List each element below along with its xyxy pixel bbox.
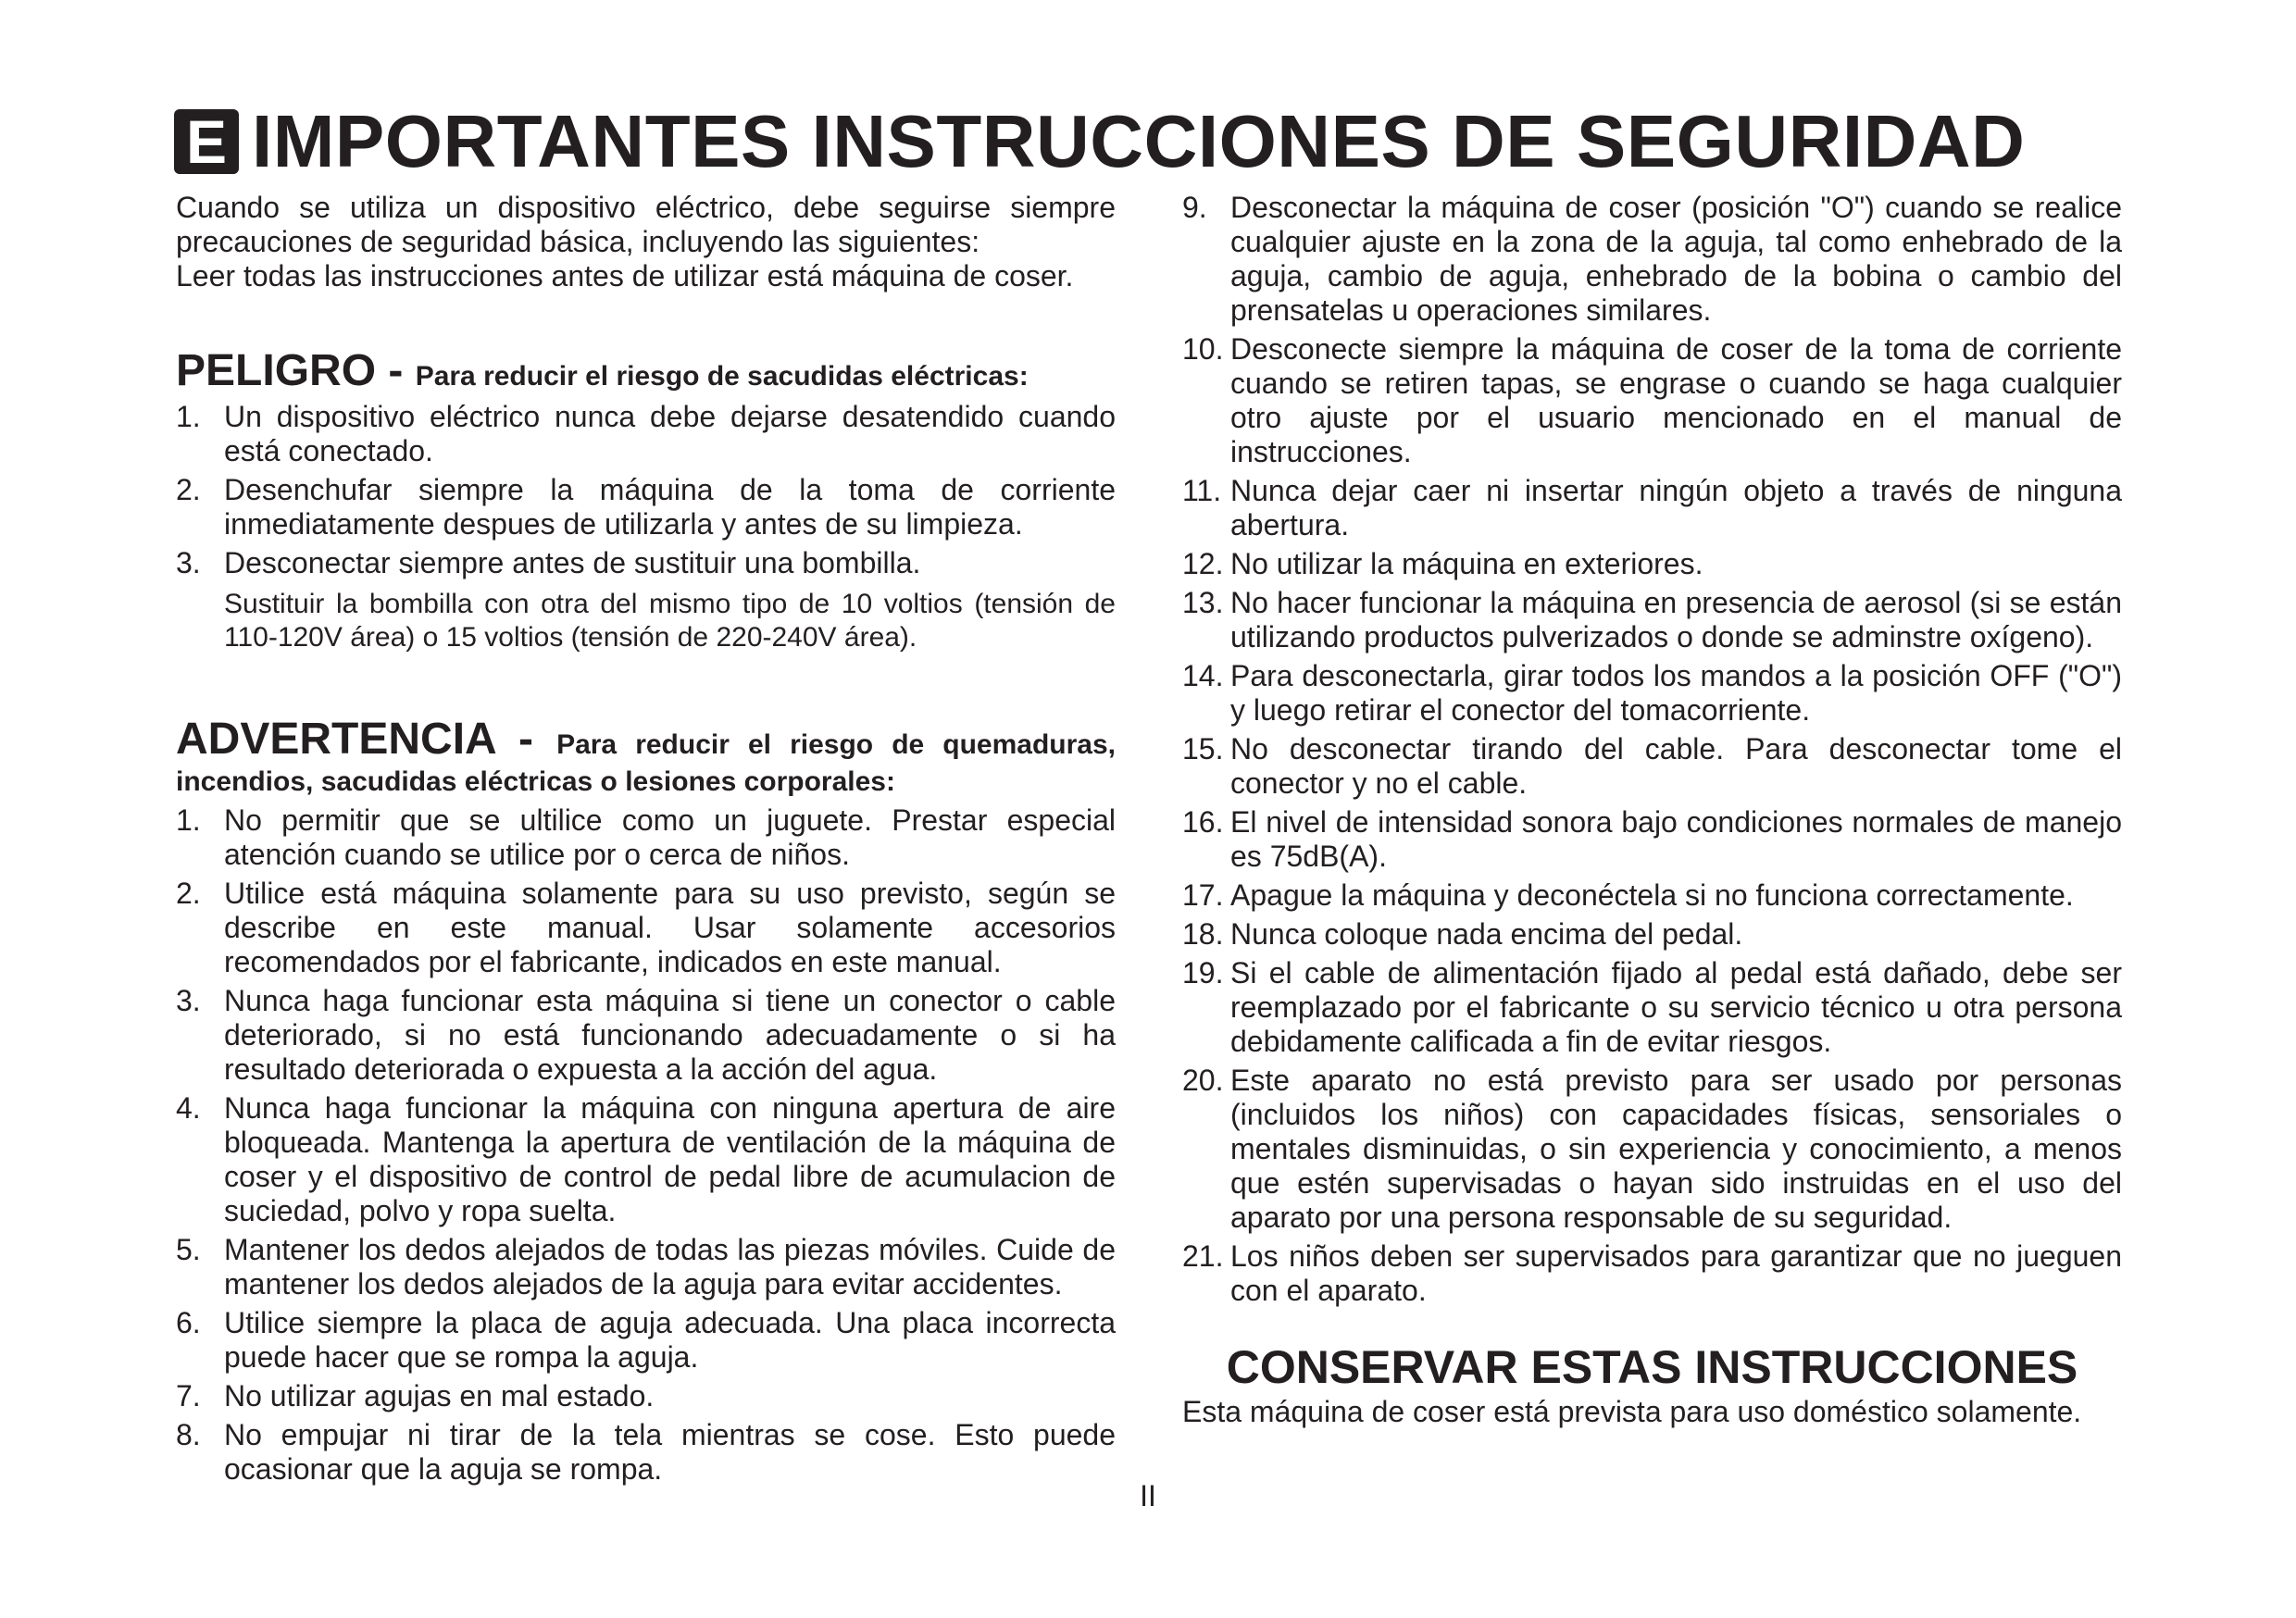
- item-number: 2.: [176, 877, 201, 910]
- list-item: [176, 803, 1116, 872]
- item-number: 21.: [1182, 1239, 1224, 1273]
- intro-line-3: Leer todas las instrucciones antes de utilizar está máquina de coser.: [176, 259, 1074, 292]
- item-number: 3.: [176, 984, 201, 1017]
- advertencia-heading: [176, 716, 1116, 799]
- list-item: [176, 1379, 1116, 1413]
- item-number: 20.: [1182, 1064, 1224, 1097]
- item-number: 7.: [176, 1379, 201, 1413]
- page-title: IMPORTANTES INSTRUCCIONES DE SEGURIDAD: [252, 100, 2026, 182]
- item-number: 17.: [1182, 878, 1224, 912]
- item-text: Nunca dejar caer ni insertar ningún objeto a través de ninguna abertura.: [1230, 474, 2122, 541]
- item-number: 2.: [176, 473, 201, 506]
- list-item: [1182, 1064, 2122, 1235]
- item-text: No utilizar la máquina en exteriores.: [1230, 547, 1703, 580]
- domestic-use-note: Esta máquina de coser está prevista para uso doméstico solamente.: [1182, 1395, 2082, 1428]
- list-item: [1182, 917, 2122, 952]
- intro-paragraph: [176, 191, 1116, 259]
- advertencia-title: ADVERTENCIA -: [176, 715, 557, 764]
- item-text: No desconectar tirando del cable. Para desconectar tome el conector y no el cable.: [1230, 732, 2122, 800]
- item-text: Desenchufar siempre la máquina de la toma de corriente inmediatamente despues de utilizarla y antes de su limpieza.: [224, 473, 1116, 541]
- list-item: [1182, 878, 2122, 913]
- item-text: Los niños deben ser supervisados para garantizar que no jueguen con el aparato.: [1230, 1239, 2122, 1307]
- advertencia-list-right: [1182, 191, 2122, 1308]
- item-number: 15.: [1182, 732, 1224, 765]
- item-number: 11.: [1182, 474, 1222, 507]
- item-text: Desconecte siempre la máquina de coser de la toma de corriente cuando se retiren tapas, se engrase o cuando se haga cualquier otro ajuste por el usuario mencionado en el manual de instrucciones.: [1230, 332, 2122, 468]
- list-item: [176, 546, 1116, 580]
- list-item: [1182, 547, 2122, 581]
- item-number: 5.: [176, 1233, 201, 1266]
- item-number: 18.: [1182, 917, 1224, 951]
- item-text: Desconectar siempre antes de sustituir una bombilla.: [224, 546, 921, 579]
- peligro-heading: [176, 347, 1116, 395]
- item-text: No permitir que se ultilice como un juguete. Prestar especial atención cuando se utilice por o cerca de niños.: [224, 803, 1116, 871]
- item-text: Desconectar la máquina de coser (posición "O") cuando se realice cualquier ajuste en la zona de la aguja, tal como enhebrado de la aguja, cambio de aguja, enhebrado de la bobina o cambio del prensatelas u operaciones similares.: [1230, 191, 2122, 327]
- intro-line-2: precauciones de seguridad básica, incluyendo las siguientes:: [176, 225, 980, 258]
- advertencia-list-left: [176, 803, 1116, 1487]
- item-number: 9.: [1182, 191, 1207, 224]
- item-number: 13.: [1182, 586, 1224, 619]
- list-item: [1182, 732, 2122, 801]
- item-number: 3.: [176, 546, 201, 579]
- item-number: 16.: [1182, 805, 1224, 839]
- list-item: [1182, 659, 2122, 728]
- item-number: 1.: [176, 803, 201, 837]
- item-text: Mantener los dedos alejados de todas las piezas móviles. Cuide de mantener los dedos alejados de la aguja para evitar accidentes.: [224, 1233, 1116, 1301]
- item-number: 1.: [176, 400, 201, 433]
- advertencia-subtitle: Para reducir el riesgo de quemaduras, incendios, sacudidas eléctricas o lesiones corporales:: [176, 729, 1117, 797]
- right-column: [1182, 191, 2122, 1429]
- item-number: 12.: [1182, 547, 1224, 580]
- item-text: No empujar ni tirar de la tela mientras se cose. Esto puede ocasionar que la aguja se rompa.: [224, 1418, 1116, 1486]
- list-item: [176, 1233, 1116, 1301]
- peligro-subtitle: Para reducir el riesgo de sacudidas eléctricas:: [415, 361, 1029, 392]
- left-column: [176, 191, 1116, 1487]
- list-item: [1182, 332, 2122, 469]
- item-text: Apague la máquina y deconéctela si no funciona correctamente.: [1230, 878, 2074, 912]
- item-text: Este aparato no está previsto para ser usado por personas (incluidos los niños) con capacidades físicas, sensoriales o mentales disminuidas, o sin experiencia y conocimiento, a menos que estén supervisadas o hayan sido instruidas en el uso del aparato por una persona responsable de su seguridad.: [1230, 1064, 2122, 1234]
- list-item: [176, 984, 1116, 1087]
- list-item: [1182, 191, 2122, 328]
- item-number: 8.: [176, 1418, 201, 1451]
- list-item: [176, 1091, 1116, 1228]
- item-number: 14.: [1182, 659, 1224, 692]
- item-text: No utilizar agujas en mal estado.: [224, 1379, 655, 1413]
- list-item: [1182, 956, 2122, 1059]
- item-number: 6.: [176, 1306, 201, 1339]
- list-item: [1182, 1239, 2122, 1308]
- item-text: Nunca haga funcionar la máquina con ninguna apertura de aire bloqueada. Mantenga la apertura de ventilación de la máquina de coser y el dispositivo de control de pedal libre de acumulacion de suciedad, polvo y ropa suelta.: [224, 1091, 1116, 1227]
- language-badge: E: [174, 109, 239, 174]
- item-text: Nunca haga funcionar esta máquina si tiene un conector o cable deteriorado, si no está funcionando adecuadamente o si ha resultado deteriorada o expuesta a la acción del agua.: [224, 984, 1116, 1086]
- intro-line-1: Cuando se utiliza un dispositivo eléctrico, debe seguirse siempre: [176, 191, 1116, 224]
- item-number: 10.: [1182, 332, 1224, 366]
- item-text: Si el cable de alimentación fijado al pedal está dañado, debe ser reemplazado por el fabricante o su servicio técnico u otra persona debidamente calificada a fin de evitar riesgos.: [1230, 956, 2122, 1058]
- item-text: El nivel de intensidad sonora bajo condiciones normales de manejo es 75dB(A).: [1230, 805, 2122, 873]
- list-item: [1182, 805, 2122, 874]
- item-text: No hacer funcionar la máquina en presencia de aerosol (si se están utilizando productos pulverizados o donde se adminstre oxígeno).: [1230, 586, 2122, 653]
- peligro-title: PELIGRO -: [176, 346, 416, 395]
- list-item: [176, 400, 1116, 468]
- list-item: [176, 473, 1116, 541]
- item-text: Utilice está máquina solamente para su uso previsto, según se describe en este manual. Usar solamente accesorios recomendados por el fabricante, indicados en este manual.: [224, 877, 1116, 978]
- bulb-note: Sustituir la bombilla con otra del mismo tipo de 10 voltios (tensión de 110-120V área) o 15 voltios (tensión de 220-240V área).: [224, 589, 1116, 653]
- item-text: Un dispositivo eléctrico nunca debe dejarse desatendido cuando está conectado.: [224, 400, 1116, 467]
- list-item: [1182, 586, 2122, 654]
- item-text: Para desconectarla, girar todos los mandos a la posición OFF ("O") y luego retirar el conector del tomacorriente.: [1230, 659, 2122, 727]
- list-item: [1182, 474, 2122, 542]
- list-item: [176, 1418, 1116, 1487]
- peligro-list: [176, 400, 1116, 580]
- item-text: Nunca coloque nada encima del pedal.: [1230, 917, 1743, 951]
- item-text: Utilice siempre la placa de aguja adecuada. Una placa incorrecta puede hacer que se rompa la aguja.: [224, 1306, 1116, 1374]
- conserve-heading: CONSERVAR ESTAS INSTRUCCIONES: [1226, 1341, 2078, 1393]
- item-number: 19.: [1182, 956, 1224, 989]
- item-number: 4.: [176, 1091, 201, 1125]
- list-item: [176, 877, 1116, 979]
- list-item: [176, 1306, 1116, 1375]
- page-header: [174, 102, 2211, 181]
- page-number: II: [1140, 1479, 1156, 1512]
